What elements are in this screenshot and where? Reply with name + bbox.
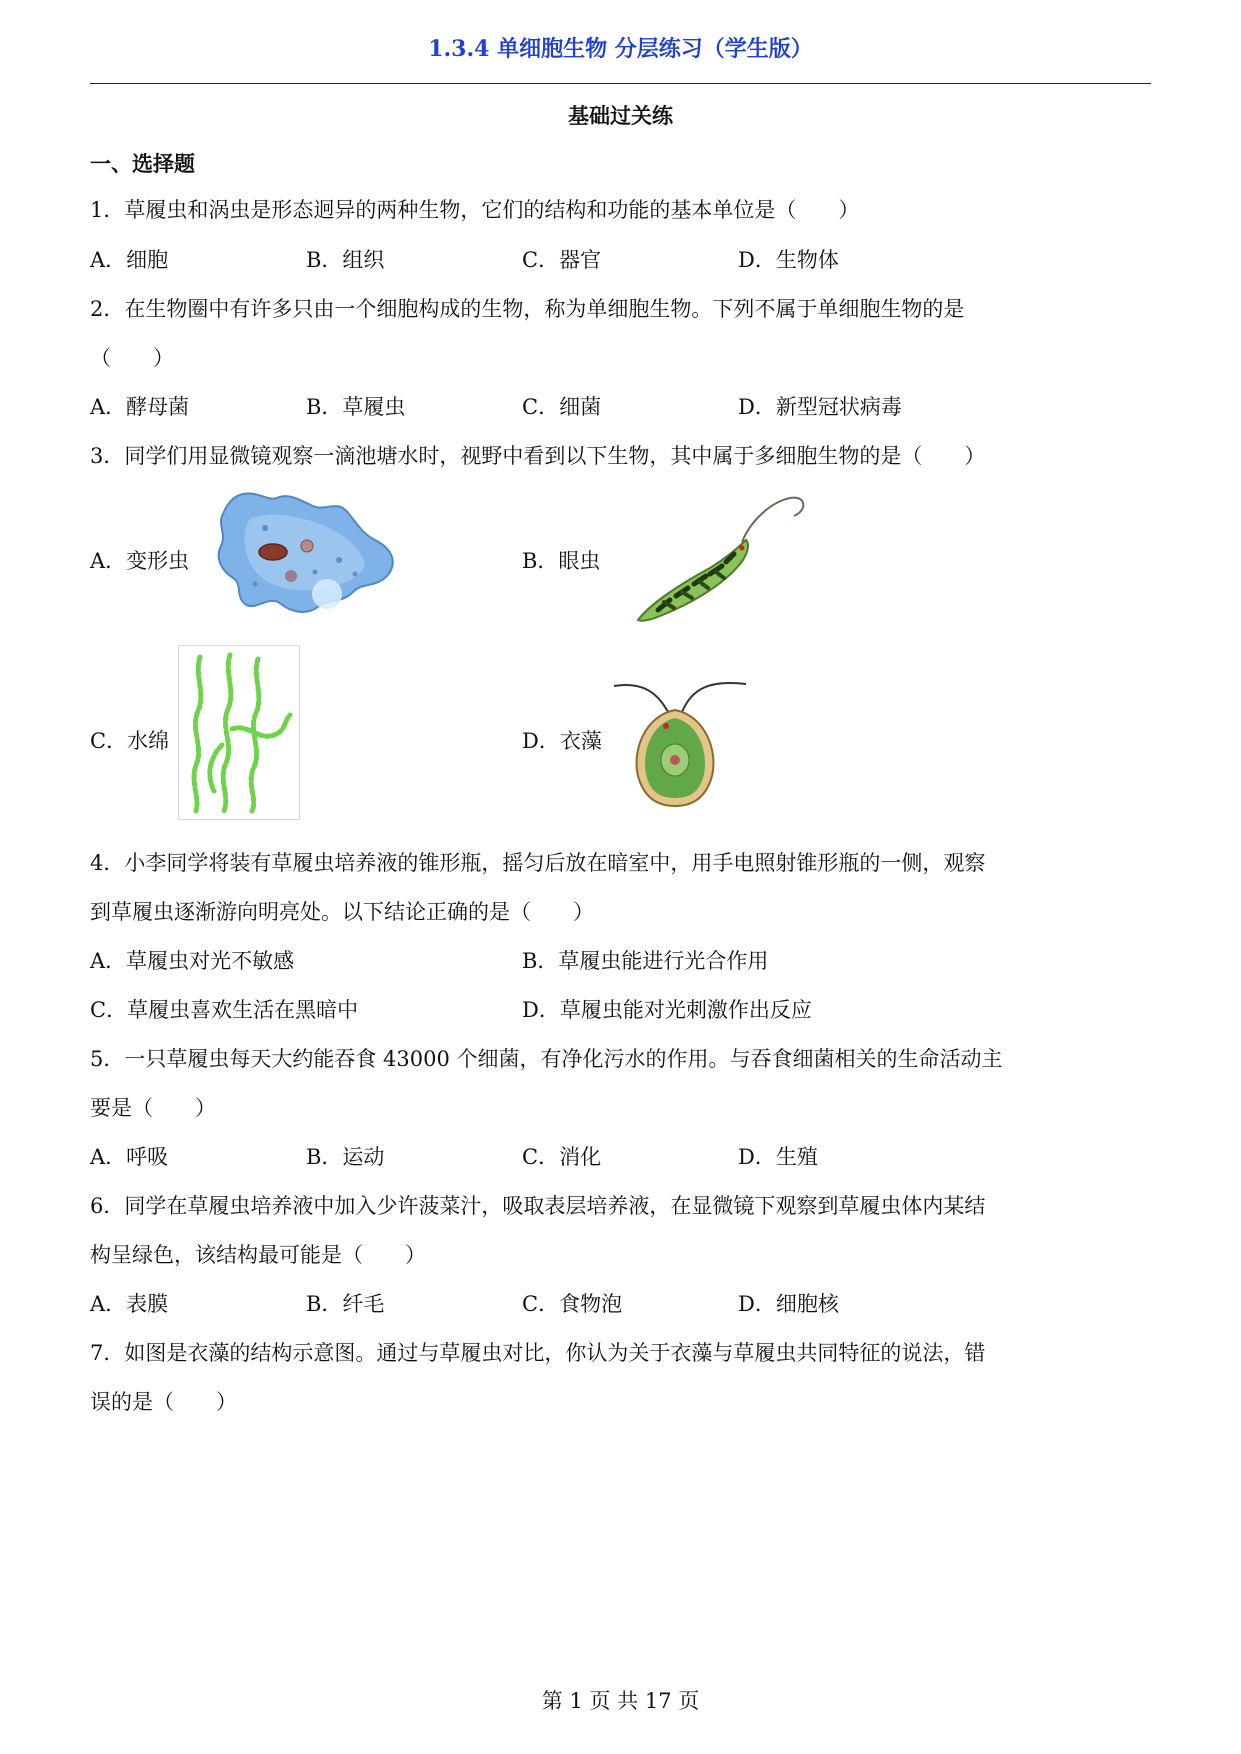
page-number: 第 1 页 共 17 页 — [541, 1689, 700, 1713]
question-2-option-c: C．细菌 — [522, 395, 602, 419]
section-title: 基础过关练 — [568, 103, 673, 128]
question-5-option-d: D．生殖 — [738, 1145, 818, 1169]
part-title: 一、选择题 — [90, 151, 195, 176]
question-6-option-c: C．食物泡 — [522, 1292, 623, 1316]
question-5-text-line-1: 5．一只草履虫每天大约能吞食 43000 个细菌，有净化污水的作用。与吞食细菌相关的生命活动主 — [90, 1047, 1003, 1071]
header-divider — [90, 83, 1151, 84]
question-5-option-a: A．呼吸 — [90, 1145, 169, 1169]
question-5-text-line-2: 要是（ ） — [90, 1096, 216, 1120]
question-2-text-line-2: （ ） — [90, 346, 174, 370]
question-2-option-b: B．草履虫 — [306, 395, 406, 419]
question-2-option-d: D．新型冠状病毒 — [738, 395, 902, 419]
document-header-title: 1.3.4 单细胞生物 分层练习（学生版） — [428, 36, 813, 62]
question-4-text-line-2: 到草履虫逐渐游向明亮处。以下结论正确的是（ ） — [90, 900, 594, 924]
question-2-option-a: A．酵母菌 — [90, 395, 190, 419]
question-3-option-c: C．水绵 — [90, 729, 170, 753]
question-1-option-b: B．组织 — [306, 248, 385, 272]
question-1-option-d: D．生物体 — [738, 248, 839, 272]
question-6-option-a: A．表膜 — [90, 1292, 169, 1316]
question-4-option-b: B．草履虫能进行光合作用 — [522, 949, 769, 973]
question-5-option-c: C．消化 — [522, 1145, 602, 1169]
question-6-option-d: D．细胞核 — [738, 1292, 839, 1316]
question-1-option-c: C．器官 — [522, 248, 602, 272]
question-2-text-line-1: 2．在生物圈中有许多只由一个细胞构成的生物，称为单细胞生物。下列不属于单细胞生物的是 — [90, 297, 965, 321]
question-3-option-a: A．变形虫 — [90, 549, 190, 573]
question-4-option-c: C．草履虫喜欢生活在黑暗中 — [90, 998, 359, 1022]
question-4-option-d: D．草履虫能对光刺激作出反应 — [522, 998, 812, 1022]
question-7-text-line-1: 7．如图是衣藻的结构示意图。通过与草履虫对比，你认为关于衣藻与草履虫共同特征的说法，错 — [90, 1341, 986, 1365]
question-4-text-line-1: 4．小李同学将装有草履虫培养液的锥形瓶，摇匀后放在暗室中，用手电照射锥形瓶的一侧，观察 — [90, 851, 986, 875]
question-6-text-line-2: 构呈绿色，该结构最可能是（ ） — [90, 1243, 426, 1267]
question-3-text: 3．同学们用显微镜观察一滴池塘水时，视野中看到以下生物，其中属于多细胞生物的是（ ） — [90, 444, 986, 468]
chlamydomonas-image — [610, 660, 750, 810]
question-3-option-b: B．眼虫 — [522, 549, 601, 573]
question-6-text-line-1: 6．同学在草履虫培养液中加入少许菠菜汁，吸取表层培养液，在显微镜下观察到草履虫体内某结 — [90, 1194, 986, 1218]
question-3-option-d: D．衣藻 — [522, 729, 602, 753]
question-6-option-b: B．纤毛 — [306, 1292, 385, 1316]
question-4-option-a: A．草履虫对光不敏感 — [90, 949, 295, 973]
question-7-text-line-2: 误的是（ ） — [90, 1390, 237, 1414]
amoeba-image — [215, 488, 400, 620]
question-1-text: 1．草履虫和涡虫是形态迥异的两种生物，它们的结构和功能的基本单位是（ ） — [90, 198, 860, 222]
euglena-image — [630, 492, 815, 627]
question-5-option-b: B．运动 — [306, 1145, 385, 1169]
spirogyra-image — [178, 645, 300, 820]
question-1-option-a: A．细胞 — [90, 248, 169, 272]
